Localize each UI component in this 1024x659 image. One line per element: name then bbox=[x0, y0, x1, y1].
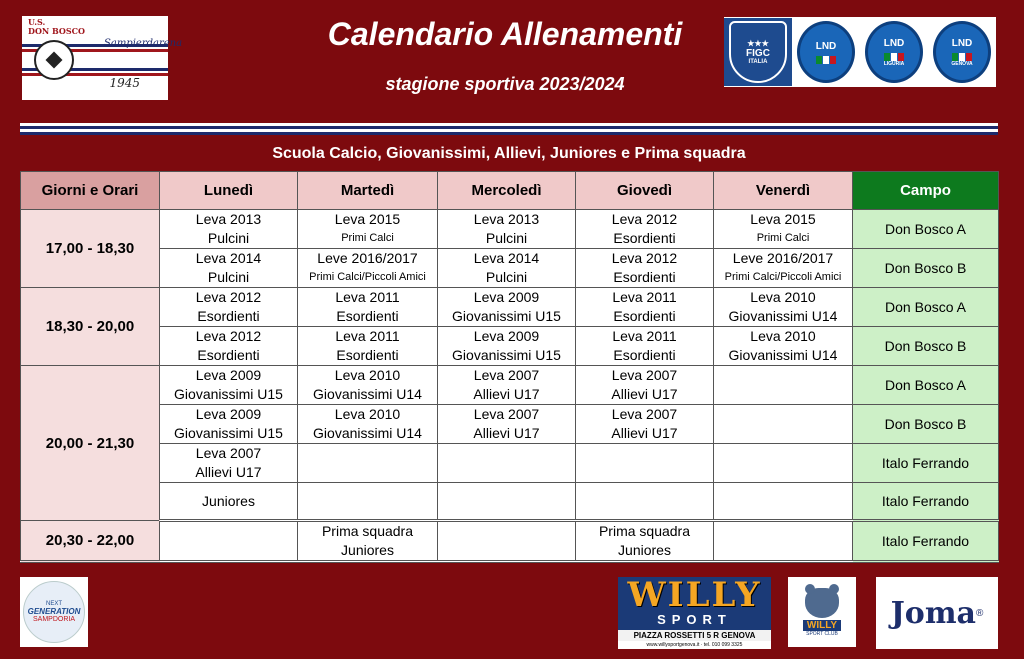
table-cell: Leva 2015 Primi Calci bbox=[714, 210, 853, 249]
lnd-badge-icon: LND bbox=[792, 18, 860, 86]
header-time: Giorni e Orari bbox=[21, 172, 160, 210]
table-cell bbox=[714, 521, 853, 562]
table-row bbox=[21, 483, 999, 521]
field-cell: Don Bosco B bbox=[853, 327, 999, 366]
table-cell: Leva 2007 Allievi U17 bbox=[576, 405, 714, 444]
table-row bbox=[21, 210, 999, 249]
field-cell: Don Bosco A bbox=[853, 210, 999, 249]
table-cell bbox=[576, 444, 714, 483]
table-cell: Leva 2009 Giovanissimi U15 bbox=[160, 366, 298, 405]
table-cell: Leva 2012 Esordienti bbox=[160, 327, 298, 366]
table-cell: Leva 2014 Pulcini bbox=[438, 249, 576, 288]
header-thursday: Giovedì bbox=[576, 172, 714, 210]
table-cell: Leva 2012 Esordienti bbox=[576, 210, 714, 249]
table-cell bbox=[298, 444, 438, 483]
table-cell: Leva 2011 Esordienti bbox=[298, 327, 438, 366]
field-cell: Don Bosco A bbox=[853, 366, 999, 405]
time-slot: 18,30 - 20,00 bbox=[21, 288, 160, 366]
table-cell bbox=[714, 483, 853, 521]
club-logo-year: 1945 bbox=[109, 76, 140, 90]
time-slot: 17,00 - 18,30 bbox=[21, 210, 160, 288]
table-cell: Leva 2015 Primi Calci bbox=[298, 210, 438, 249]
table-row bbox=[21, 521, 999, 562]
header-monday: Lunedì bbox=[160, 172, 298, 210]
table-row bbox=[21, 366, 999, 405]
table-cell: Leva 2013 Pulcini bbox=[160, 210, 298, 249]
table-cell: Leva 2011 Esordienti bbox=[298, 288, 438, 327]
table-cell bbox=[714, 366, 853, 405]
club-logo bbox=[22, 16, 183, 100]
table-cell: Prima squadra Juniores bbox=[298, 521, 438, 562]
table-cell bbox=[438, 444, 576, 483]
table-cell: Leva 2012 Esordienti bbox=[160, 288, 298, 327]
field-cell: Italo Ferrando bbox=[853, 483, 999, 521]
table-cell: Leva 2010 Giovanissimi U14 bbox=[298, 366, 438, 405]
table-row bbox=[21, 249, 999, 288]
header-tuesday: Martedì bbox=[298, 172, 438, 210]
table-cell: Leva 2010 Giovanissimi U14 bbox=[714, 327, 853, 366]
field-cell: Don Bosco B bbox=[853, 405, 999, 444]
table-cell bbox=[714, 444, 853, 483]
table-cell: Prima squadra Juniores bbox=[576, 521, 714, 562]
table-cell bbox=[714, 405, 853, 444]
football-icon bbox=[34, 40, 74, 80]
table-cell: Leva 2011 Esordienti bbox=[576, 288, 714, 327]
table-cell bbox=[298, 483, 438, 521]
header-wednesday: Mercoledì bbox=[438, 172, 576, 210]
table-header-row bbox=[21, 172, 999, 210]
table-cell: Leva 2012 Esordienti bbox=[576, 249, 714, 288]
table-cell bbox=[438, 521, 576, 562]
separator-stripes bbox=[20, 123, 998, 135]
training-schedule-table bbox=[20, 171, 999, 563]
table-cell: Leva 2009 Giovanissimi U15 bbox=[160, 405, 298, 444]
table-row bbox=[21, 405, 999, 444]
club-logo-script: Sampierdarena bbox=[104, 38, 183, 49]
joma-logo: Joma ® bbox=[876, 577, 998, 649]
figc-badge-icon: ★★★ FIGC ITALIA bbox=[724, 18, 792, 86]
table-row bbox=[21, 288, 999, 327]
table-cell: Leva 2007 Allievi U17 bbox=[438, 366, 576, 405]
lnd-liguria-badge-icon: LND LIGURIA bbox=[860, 18, 928, 86]
time-slot: 20,00 - 21,30 bbox=[21, 366, 160, 521]
header-friday: Venerdì bbox=[714, 172, 853, 210]
bear-mascot-logo: WILLY SPORT CLUB bbox=[788, 577, 856, 647]
table-title: Scuola Calcio, Giovanissimi, Allievi, Juniores e Prima squadra bbox=[272, 145, 746, 162]
federation-badges bbox=[724, 17, 996, 87]
field-cell: Don Bosco A bbox=[853, 288, 999, 327]
bear-icon bbox=[805, 588, 839, 618]
table-cell: Juniores bbox=[160, 483, 298, 521]
table-cell: Leva 2014 Pulcini bbox=[160, 249, 298, 288]
next-generation-logo: NEXT GENERATION SAMPDORIA bbox=[20, 577, 88, 647]
table-cell: Leva 2009 Giovanissimi U15 bbox=[438, 288, 576, 327]
table-row bbox=[21, 327, 999, 366]
table-cell: Leva 2009 Giovanissimi U15 bbox=[438, 327, 576, 366]
willy-sport-logo: WILLY SPORT PIAZZA ROSSETTI 5 R GENOVA www.willysportgenova.it · tel. 010 099 3325 bbox=[618, 577, 771, 649]
club-logo-name: U.S. DON BOSCO bbox=[28, 17, 85, 36]
table-cell: Leve 2016/2017 Primi Calci/Piccoli Amici bbox=[298, 249, 438, 288]
field-cell: Italo Ferrando bbox=[853, 521, 999, 562]
table-cell: Leva 2013 Pulcini bbox=[438, 210, 576, 249]
page-title: Calendario Allenamenti bbox=[327, 16, 683, 52]
table-cell: Leva 2007 Allievi U17 bbox=[576, 366, 714, 405]
table-cell: Leva 2011 Esordienti bbox=[576, 327, 714, 366]
table-cell bbox=[576, 483, 714, 521]
table-row bbox=[21, 444, 999, 483]
table-cell bbox=[160, 521, 298, 562]
table-cell: Leva 2007 Allievi U17 bbox=[438, 405, 576, 444]
header-field: Campo bbox=[853, 172, 999, 210]
field-cell: Don Bosco B bbox=[853, 249, 999, 288]
table-cell: Leva 2010 Giovanissimi U14 bbox=[714, 288, 853, 327]
page-subtitle: stagione sportiva 2023/2024 bbox=[385, 74, 625, 94]
table-cell bbox=[438, 483, 576, 521]
time-slot: 20,30 - 22,00 bbox=[21, 521, 160, 562]
table-cell: Leve 2016/2017 Primi Calci/Piccoli Amici bbox=[714, 249, 853, 288]
table-cell: Leva 2007 Allievi U17 bbox=[160, 444, 298, 483]
field-cell: Italo Ferrando bbox=[853, 444, 999, 483]
table-cell: Leva 2010 Giovanissimi U14 bbox=[298, 405, 438, 444]
lnd-genova-badge-icon: LND GENOVA bbox=[928, 18, 996, 86]
